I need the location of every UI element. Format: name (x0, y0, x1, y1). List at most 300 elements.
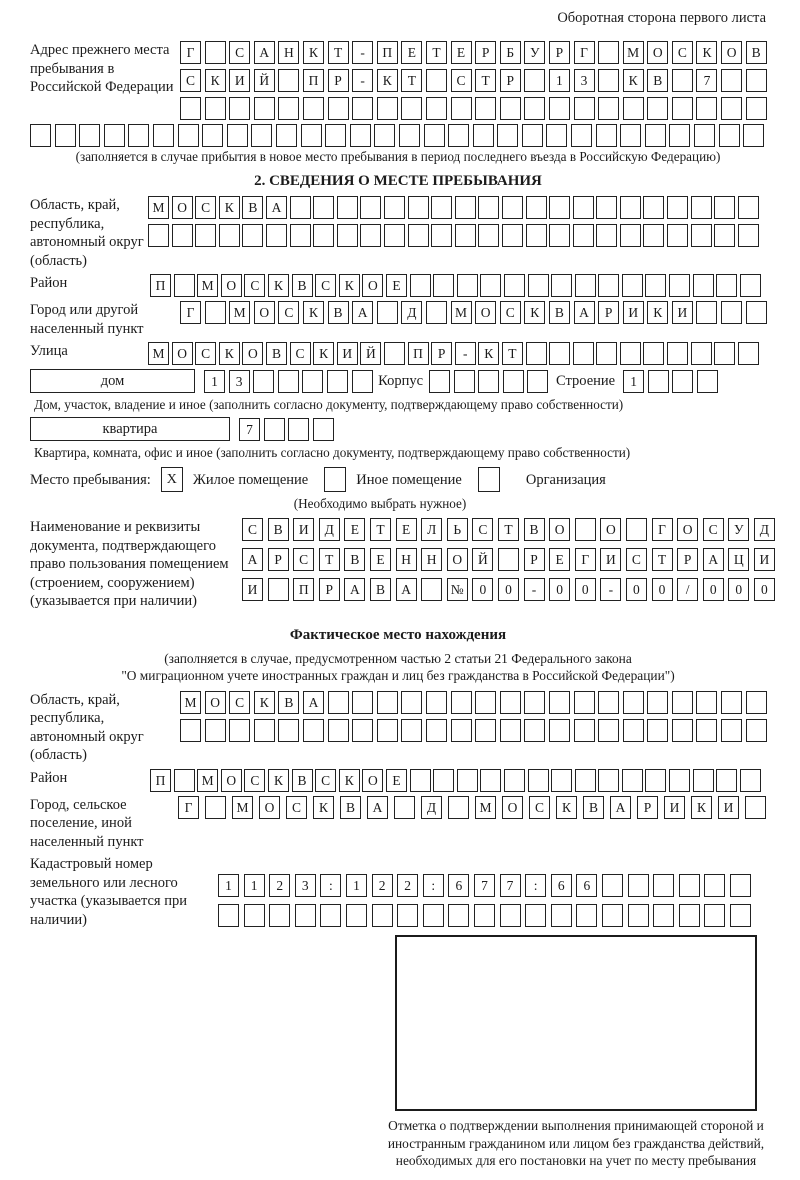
char-cell (30, 124, 51, 147)
char-cell (352, 97, 373, 120)
char-cell: Р (549, 41, 570, 64)
char-cell (716, 769, 737, 792)
char-cell (266, 224, 287, 247)
char-cell: К (556, 796, 577, 819)
char-cell (478, 224, 499, 247)
char-cell (497, 124, 518, 147)
char-cell: К (691, 796, 712, 819)
char-cell (457, 274, 478, 297)
char-cell: И (600, 548, 621, 571)
char-cell: К (268, 274, 289, 297)
char-cell (648, 370, 669, 393)
char-cell: Е (386, 274, 407, 297)
char-cell (500, 691, 521, 714)
char-cell: Й (472, 548, 493, 571)
house-type-box: дом (30, 369, 195, 393)
apartment-block (30, 417, 766, 441)
char-cell: В (344, 548, 365, 571)
char-cell (602, 904, 623, 927)
char-cell: Р (268, 548, 289, 571)
char-cell: 0 (549, 578, 570, 601)
char-cell (667, 196, 688, 219)
char-cell: : (423, 874, 444, 897)
char-cell (384, 224, 405, 247)
char-cell (721, 97, 742, 120)
actual-location-subtitle-1: (заполняется в случае, предусмотренном частью 2 статьи 21 Федерального закона (164, 650, 632, 666)
char-cell (696, 97, 717, 120)
char-cell-row (148, 342, 761, 365)
char-cell (620, 196, 641, 219)
char-cell: Д (754, 518, 775, 541)
char-cell: Ь (447, 518, 468, 541)
char-cell (178, 124, 199, 147)
char-cell (431, 196, 452, 219)
char-cell (433, 769, 454, 792)
char-cell (180, 97, 201, 120)
prev-address-extra-row (30, 124, 766, 147)
char-cell: К (219, 196, 240, 219)
char-cell: О (447, 548, 468, 571)
char-cell: 0 (626, 578, 647, 601)
char-cell: О (221, 274, 242, 297)
char-cell: И (229, 69, 250, 92)
char-cell: Е (549, 548, 570, 571)
char-cell: В (746, 41, 767, 64)
district-label: Район (30, 275, 68, 291)
char-cell (478, 370, 499, 393)
char-cell: О (721, 41, 742, 64)
char-cell: 6 (576, 874, 597, 897)
char-cell (478, 196, 499, 219)
char-cell: К (339, 274, 360, 297)
region-cells (148, 196, 761, 247)
char-cell (475, 97, 496, 120)
char-cell (337, 196, 358, 219)
char-cell (360, 224, 381, 247)
char-cell (337, 224, 358, 247)
char-cell: Т (502, 342, 523, 365)
char-cell: Й (254, 69, 275, 92)
char-cell: С (472, 518, 493, 541)
char-cell (696, 719, 717, 742)
char-cell (350, 124, 371, 147)
char-cell (268, 578, 289, 601)
char-cell: 0 (472, 578, 493, 601)
char-cell (451, 691, 472, 714)
char-cell: М (197, 274, 218, 297)
char-cell: М (451, 301, 472, 324)
char-cell (320, 904, 341, 927)
char-cell: У (728, 518, 749, 541)
char-cell: Р (500, 69, 521, 92)
char-cell (328, 691, 349, 714)
char-cell (721, 691, 742, 714)
char-cell: С (293, 548, 314, 571)
actual-city-label: Город, сельское поселение, иной населенный пункт (30, 796, 144, 850)
char-cell: У (524, 41, 545, 64)
char-cell: П (408, 342, 429, 365)
char-cell-row (178, 796, 772, 819)
char-cell (313, 224, 334, 247)
char-cell: К (696, 41, 717, 64)
char-cell: И (664, 796, 685, 819)
char-cell: 2 (372, 874, 393, 897)
char-cell (738, 224, 759, 247)
char-cell (645, 124, 666, 147)
char-cell: О (502, 796, 523, 819)
char-cell (503, 370, 524, 393)
char-cell: С (229, 41, 250, 64)
char-cell (172, 224, 193, 247)
char-cell (716, 274, 737, 297)
char-cell (264, 418, 285, 441)
char-cell: Р (475, 41, 496, 64)
char-cell (672, 370, 693, 393)
char-cell (679, 874, 700, 897)
char-cell: Г (652, 518, 673, 541)
char-cell (384, 196, 405, 219)
char-cell (502, 196, 523, 219)
stamp-area (366, 935, 786, 1170)
char-cell (598, 41, 619, 64)
apartment-caption: Квартира, комната, офис и иное (заполнить согласно документу, подтверждающему право собственности) (34, 445, 631, 460)
char-cell (669, 769, 690, 792)
char-cell (377, 691, 398, 714)
char-cell (426, 69, 447, 92)
char-cell (575, 769, 596, 792)
char-cell: К (377, 69, 398, 92)
char-cell-row (180, 719, 770, 742)
char-cell: В (268, 518, 289, 541)
char-cell (667, 224, 688, 247)
char-cell (410, 769, 431, 792)
char-cell: В (242, 196, 263, 219)
char-cell: Е (451, 41, 472, 64)
char-cell: С (244, 274, 265, 297)
char-cell: С (195, 196, 216, 219)
char-cell: О (600, 518, 621, 541)
stroenie-label: Строение (556, 373, 616, 389)
char-cell: Г (180, 301, 201, 324)
char-cell: Р (431, 342, 452, 365)
char-cell (251, 124, 272, 147)
char-cell: / (677, 578, 698, 601)
char-cell (691, 224, 712, 247)
char-cell: С (229, 691, 250, 714)
char-cell (301, 124, 322, 147)
char-cell: 0 (703, 578, 724, 601)
char-cell (522, 124, 543, 147)
char-cell (575, 274, 596, 297)
char-cell (738, 342, 759, 365)
char-cell: О (205, 691, 226, 714)
char-cell (746, 301, 767, 324)
char-cell: Р (524, 548, 545, 571)
char-cell: И (623, 301, 644, 324)
city-label: Город или другой населенный пункт (30, 302, 144, 337)
char-cell (622, 274, 643, 297)
actual-region-label: Область, край, республика, автономный округ (область) (30, 691, 144, 763)
char-cell (205, 97, 226, 120)
char-cell (205, 796, 226, 819)
char-cell: О (172, 342, 193, 365)
char-cell: К (524, 301, 545, 324)
house-caption: Дом, участок, владение и иное (заполнить согласно документу, подтверждающему право собственности) (34, 397, 624, 412)
char-cell (667, 342, 688, 365)
char-cell: А (266, 196, 287, 219)
char-cell (549, 196, 570, 219)
char-cell: М (148, 196, 169, 219)
street-label: Улица (30, 343, 68, 359)
char-cell: А (574, 301, 595, 324)
char-cell (278, 97, 299, 120)
char-cell (408, 224, 429, 247)
char-cell (352, 719, 373, 742)
char-cell (524, 97, 545, 120)
char-cell (242, 224, 263, 247)
char-cell (549, 691, 570, 714)
char-cell: А (242, 548, 263, 571)
doc-cells (242, 518, 779, 601)
char-cell: 7 (239, 418, 260, 441)
char-cell (694, 124, 715, 147)
char-cell (431, 224, 452, 247)
char-cell: - (352, 41, 373, 64)
char-cell (195, 224, 216, 247)
char-cell: О (549, 518, 570, 541)
char-cell (421, 578, 442, 601)
char-cell (576, 904, 597, 927)
char-cell: № (447, 578, 468, 601)
char-cell (746, 691, 767, 714)
checkbox-residential: X (161, 467, 183, 492)
checkbox-organization (478, 467, 500, 492)
char-cell: П (377, 41, 398, 64)
char-cell: В (370, 578, 391, 601)
apartment-number-cells (239, 418, 337, 441)
char-cell: 0 (728, 578, 749, 601)
option-residential-label: Жилое помещение (192, 471, 309, 488)
char-cell (598, 691, 619, 714)
char-cell (573, 224, 594, 247)
char-cell: С (451, 69, 472, 92)
char-cell-row (150, 274, 763, 297)
char-cell (719, 124, 740, 147)
char-cell (574, 691, 595, 714)
stay-type-label: Место пребывания: (30, 471, 151, 488)
char-cell: П (150, 769, 171, 792)
apartment-type-box: квартира (30, 417, 230, 441)
cadastral-block (30, 855, 766, 929)
char-cell: В (340, 796, 361, 819)
char-cell (643, 224, 664, 247)
stroenie-cells (623, 370, 721, 393)
char-cell (598, 69, 619, 92)
char-cell (328, 97, 349, 120)
doc-label: Наименование и реквизиты документа, подтверждающего право пользования помещением (строением, сооружением) (указывается при наличии) (30, 519, 229, 609)
char-cell: С (242, 518, 263, 541)
char-cell (480, 274, 501, 297)
char-cell (551, 274, 572, 297)
char-cell: О (475, 301, 496, 324)
char-cell (374, 124, 395, 147)
char-cell: Д (421, 796, 442, 819)
char-cell (328, 719, 349, 742)
option-organization-label: Организация (525, 471, 606, 488)
char-cell: 0 (754, 578, 775, 601)
char-cell (504, 274, 525, 297)
char-cell: Т (426, 41, 447, 64)
char-cell (433, 274, 454, 297)
char-cell (128, 124, 149, 147)
char-cell: Е (401, 41, 422, 64)
char-cell (372, 904, 393, 927)
char-cell (457, 769, 478, 792)
char-cell (528, 769, 549, 792)
char-cell-row (218, 874, 755, 897)
char-cell (384, 342, 405, 365)
char-cell (643, 342, 664, 365)
char-cell: 1 (549, 69, 570, 92)
char-cell: 2 (269, 874, 290, 897)
district-block (30, 274, 766, 297)
char-cell: М (148, 342, 169, 365)
char-cell (148, 224, 169, 247)
korpus-cells (429, 370, 552, 393)
actual-location-title: Фактическое место нахождения (289, 626, 507, 643)
house-number-cells (204, 370, 376, 393)
char-cell (455, 196, 476, 219)
char-cell (721, 301, 742, 324)
char-cell: Н (421, 548, 442, 571)
char-cell: Н (396, 548, 417, 571)
char-cell: О (221, 769, 242, 792)
char-cell-row (242, 518, 779, 541)
char-cell-row (180, 69, 770, 92)
char-cell: К (205, 69, 226, 92)
char-cell: М (623, 41, 644, 64)
char-cell (278, 69, 299, 92)
char-cell: С (703, 518, 724, 541)
char-cell: П (150, 274, 171, 297)
char-cell: А (303, 691, 324, 714)
char-cell: 3 (295, 874, 316, 897)
char-cell (573, 196, 594, 219)
char-cell (500, 904, 521, 927)
char-cell (205, 41, 226, 64)
char-cell: Р (677, 548, 698, 571)
char-cell (229, 719, 250, 742)
char-cell-row (242, 548, 779, 571)
char-cell: Т (319, 548, 340, 571)
char-cell (549, 342, 570, 365)
char-cell: - (524, 578, 545, 601)
char-cell: Д (401, 301, 422, 324)
char-cell (218, 904, 239, 927)
char-cell: Р (598, 301, 619, 324)
char-cell: 0 (652, 578, 673, 601)
char-cell (679, 904, 700, 927)
char-cell (740, 274, 761, 297)
char-cell (620, 224, 641, 247)
char-cell (253, 370, 274, 393)
char-cell: О (647, 41, 668, 64)
char-cell: К (647, 301, 668, 324)
street-block (30, 342, 766, 365)
char-cell (475, 691, 496, 714)
char-cell (180, 719, 201, 742)
char-cell: С (315, 769, 336, 792)
prev-address-label: Адрес прежнего места пребывания в Российской Федерации (30, 42, 174, 95)
char-cell: А (344, 578, 365, 601)
char-cell: 1 (244, 874, 265, 897)
char-cell (525, 904, 546, 927)
char-cell: К (478, 342, 499, 365)
char-cell (448, 796, 469, 819)
char-cell: 0 (498, 578, 519, 601)
char-cell (394, 796, 415, 819)
char-cell: Б (500, 41, 521, 64)
char-cell: О (172, 196, 193, 219)
char-cell (691, 196, 712, 219)
char-cell (647, 97, 668, 120)
char-cell: 1 (204, 370, 225, 393)
char-cell: И (293, 518, 314, 541)
char-cell: С (315, 274, 336, 297)
char-cell (714, 342, 735, 365)
char-cell (448, 904, 469, 927)
char-cell: К (268, 769, 289, 792)
region-label: Область, край, республика, автономный округ (область) (30, 197, 144, 269)
char-cell: М (475, 796, 496, 819)
char-cell: Т (370, 518, 391, 541)
char-cell (596, 224, 617, 247)
char-cell: Е (344, 518, 365, 541)
char-cell (574, 97, 595, 120)
actual-district-label: Район (30, 769, 68, 786)
char-cell (448, 124, 469, 147)
char-cell (746, 719, 767, 742)
char-cell: И (754, 548, 775, 571)
char-cell: - (600, 578, 621, 601)
char-cell: С (180, 69, 201, 92)
char-cell (153, 124, 174, 147)
char-cell (696, 301, 717, 324)
char-cell (202, 124, 223, 147)
char-cell (672, 97, 693, 120)
char-cell (352, 691, 373, 714)
char-cell (303, 97, 324, 120)
char-cell (626, 518, 647, 541)
char-cell (426, 97, 447, 120)
char-cell (227, 124, 248, 147)
char-cell (295, 904, 316, 927)
region-block (30, 196, 766, 270)
char-cell (526, 342, 547, 365)
char-cell: 0 (575, 578, 596, 601)
char-cell (360, 196, 381, 219)
char-cell (573, 342, 594, 365)
char-cell (397, 904, 418, 927)
char-cell: В (292, 274, 313, 297)
char-cell: Р (319, 578, 340, 601)
char-cell: Т (475, 69, 496, 92)
char-cell: 1 (623, 370, 644, 393)
char-cell (429, 370, 450, 393)
char-cell: В (266, 342, 287, 365)
char-cell: К (339, 769, 360, 792)
char-cell: Г (180, 41, 201, 64)
